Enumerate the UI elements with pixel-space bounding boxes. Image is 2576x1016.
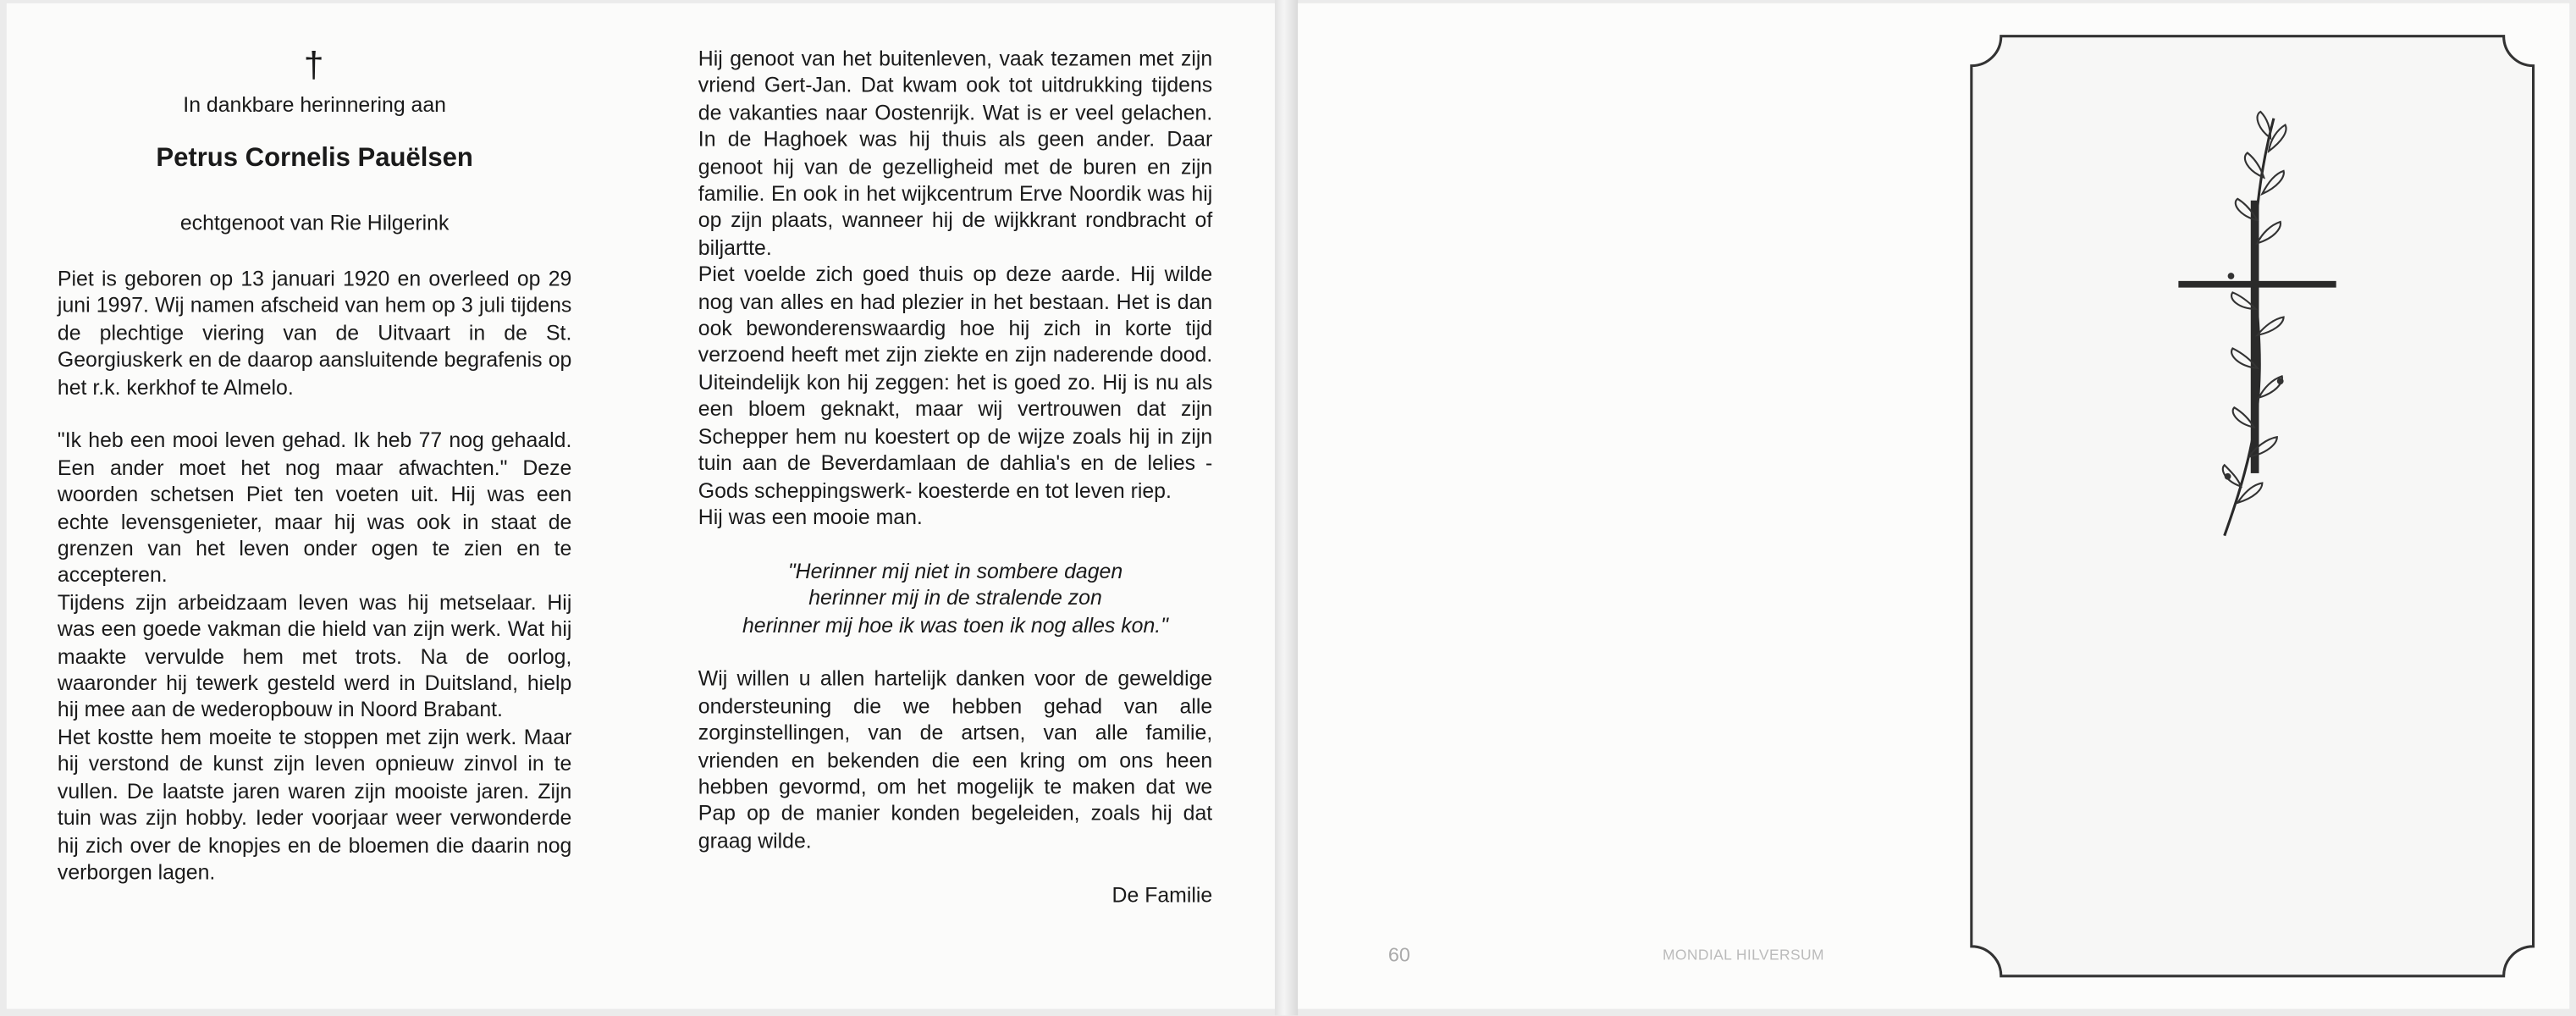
card-fold	[1275, 0, 1298, 1015]
paragraph-quote: "Ik heb een mooi leven gehad. Ik heb 77 nog gehaald. Een ander moet het nog maar afwachten." Deze woorden schetsen Piet ten voeten uit. Hij was een echte levensgenieter, maar hij was ook in staat de grenzen van het leven onder ogen te zien en te accepteren.	[57, 428, 572, 588]
paragraph-handsome: Hij was een mooie man.	[698, 504, 923, 529]
card-number: 60	[1387, 942, 1410, 967]
paragraph-outdoors: Hij genoot van het buitenleven, vaak tezamen met zijn vriend Gert-Jan. Dat kwam ook tot uitdrukking tijdens de vakanties naar Oostenrijk. Wat is er veel gelachen. In de Haghoek was hij thuis als geen ander. Daar genoot hij van de gezelligheid met de buren en zijn familie. En ook in het wijkcentrum Erve Noordik was hij op zijn plaats, wanneer hij de wijkkrant rondbracht of biljartte.	[698, 46, 1213, 260]
text-column-left	[58, 266, 571, 886]
paragraph-faith: Piet voelde zich goed thuis op deze aarde. Hij wilde nog van alles en had plezier in het bestaan. Het is dan ook bewonderenswaardig hoe hij zich in korte tijd verzoend heeft met zijn ziekte en zijn naderende dood. Uiteindelijk kon hij zeggen: het is goed zo. Hij is nu als een bloem geknakt, maar wij vertrouwen dat zijn Schepper hem nu koestert op de wijze zoals hij in zijn tuin aan de Beverdamlaan de dahlia's en de lelies -Gods scheppingswerk- koesterde en tot leven riep.	[698, 262, 1213, 502]
spouse-line: echtgenoot van Rie Hilgerink	[179, 210, 450, 235]
deceased-name: Petrus Cornelis Pauëlsen	[156, 144, 473, 173]
paragraph-work: Tijdens zijn arbeidzaam leven was hij metselaar. Hij was een goede vakman die hield van zijn werk. Wat hij maakte vervulde hem met trots. Na de oorlog, waaronder hij tewerk gesteld werd in Duitsland, hielp hij mee aan de wederopbouw in Noord Brabant.	[57, 589, 572, 722]
paragraph-retirement: Het kostte hem moeite te stoppen met zijn werk. Maar hij verstond de kunst zijn leven opnieuw zinvol in te vullen. De laatste jaren waren zijn mooiste jaren. Zijn tuin was zijn hobby. Ieder voorjaar weer verwonderde hij zich over de knopjes en de bloemen die daarin nog verborgen lagen.	[57, 724, 572, 884]
poem-line: herinner mij in de stralende zon	[808, 585, 1102, 610]
paragraph-birth: Piet is geboren op 13 januari 1920 en overleed op 29 juni 1997. Wij namen afscheid van hem op 3 juli tijdens de plechtige viering van de Uitvaart in de St. Georgiuskerk en de daarop aansluitende begrafenis op het r.k. kerkhof te Almelo.	[57, 266, 572, 399]
text-column-right	[698, 46, 1212, 908]
memorial-card-frame	[1968, 33, 2536, 980]
poem-line: herinner mij hoe ik was toen ik nog alles kon."	[742, 611, 1169, 638]
intro-line: In dankbare herinnering aan	[183, 91, 446, 117]
card-border	[1972, 36, 2534, 976]
paragraph-thanks: Wij willen u allen hartelijk danken voor de geweldige ondersteuning die we hebben gehad van alle zorginstellingen, van de artsen, van alle familie, vrienden en bekenden die een kring om ons heen hebben gevormd, om het mogelijk te maken dat we Pap op de manier konden begeleiden, zoals hij dat graag wilde.	[698, 665, 1213, 853]
printer-name: MONDIAL HILVERSUM	[1662, 946, 1824, 964]
signature: De Familie	[1111, 881, 1213, 907]
cross-icon: †	[303, 44, 324, 86]
poem-line: "Herinner mij niet in sombere dagen	[787, 558, 1123, 583]
